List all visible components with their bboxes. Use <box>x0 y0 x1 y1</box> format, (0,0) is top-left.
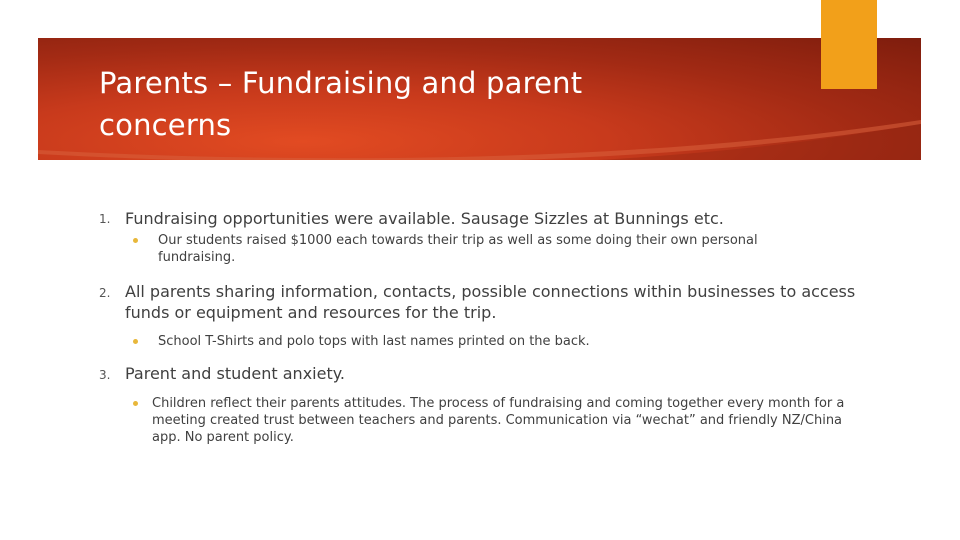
sub-list-item: School T-Shirts and polo tops with last names printed on the back. <box>158 334 590 349</box>
list-number: 1. <box>99 212 111 226</box>
slide-title: Parents – Fundraising and parent concerns <box>99 66 583 142</box>
bullet-icon <box>133 401 138 406</box>
bullet-icon <box>133 339 138 344</box>
list-number: 2. <box>99 286 111 300</box>
accent-block <box>821 0 877 89</box>
list-item: All parents sharing information, contacts, possible connections within businesses to access funds or equipment and resources for the trip. <box>125 282 856 322</box>
list-number: 3. <box>99 368 111 382</box>
list-item: Parent and student anxiety. <box>125 364 345 383</box>
sub-list-item: Children reflect their parents attitudes. The process of fundraising and coming together every month for a meeting created trust between teachers and parents. Communication via “wechat” and friendly NZ/China app. No parent policy. <box>152 396 845 445</box>
list-item: Fundraising opportunities were available. Sausage Sizzles at Bunnings etc. <box>125 209 724 228</box>
bullet-icon <box>133 238 138 243</box>
sub-list-item: Our students raised $1000 each towards their trip as well as some doing their own personal fundraising. <box>158 233 758 265</box>
